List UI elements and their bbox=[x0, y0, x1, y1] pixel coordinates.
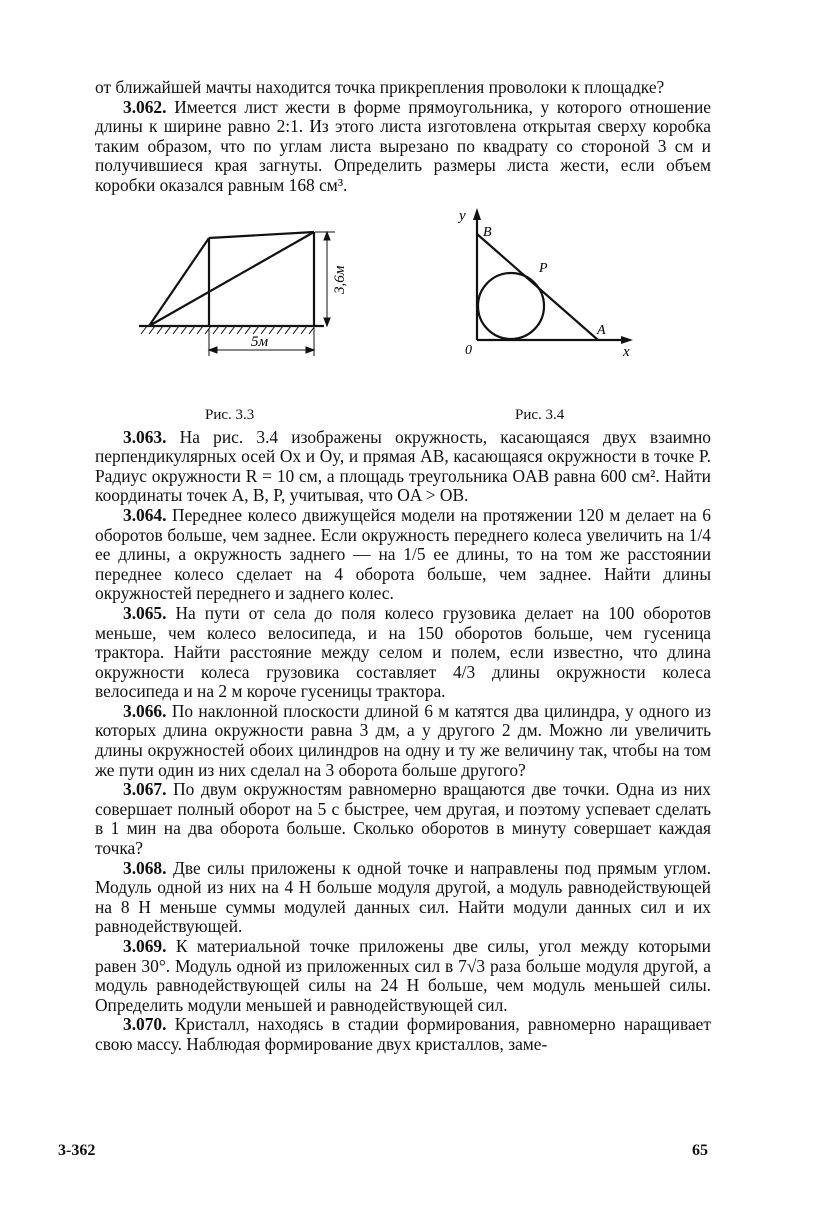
width-label: 5м bbox=[251, 333, 269, 350]
problem-number: 3.067. bbox=[123, 779, 167, 800]
caption-fig-3-4: Рис. 3.4 bbox=[515, 406, 565, 423]
problem-3-065 bbox=[95, 604, 711, 702]
problem-text: По двум окружностям равномерно вращаются две точки. Одна из них совершает полный оборот на 5 с быстрее, чем другая, и поэтому успевает сделать в 1 мин на два оборота больше. Сколько оборотов в минуту совершает каждая точка? bbox=[95, 779, 712, 859]
height-label: 3,6м bbox=[332, 265, 348, 294]
problem-number: 3.066. bbox=[123, 700, 167, 721]
problem-3-070 bbox=[95, 1015, 711, 1054]
label-p: P bbox=[539, 260, 548, 276]
page-body bbox=[95, 78, 711, 1055]
problem-3-067 bbox=[95, 780, 711, 858]
problem-text: На рис. 3.4 изображены окружность, касающаяся двух взаимно перпендикулярных осей Ox и Oy, и прямая AB, касающаяся окружности в точке P. Радиус окружности R = 10 см, а площадь треугольника OAB равна 600 см². Найти координаты точек A, B, P, учитывая, что OA > OB. bbox=[95, 426, 711, 506]
intro-paragraph: от ближайшей мачты находится точка прикрепления проволоки к площадке? bbox=[95, 77, 665, 97]
problem-number: 3.064. bbox=[123, 504, 167, 525]
problem-text: По наклонной плоскости длиной 6 м катятся два цилиндра, у одного из которых длина окружности равна 3 дм, а у другого 2 дм. Можно ли увеличить длины окружностей обоих цилиндров на одну и ту же величину так, чтобы на том же пути один из них сделал на 3 оборота больше другого? bbox=[95, 700, 711, 780]
figures-row bbox=[95, 206, 711, 406]
problem-3-062 bbox=[95, 98, 711, 196]
problem-text: Две силы приложены к одной точке и направлены под прямым углом. Модуль одной из них на 4 Н больше модуля другой, а модуль равнодействующей на 8 Н меньше суммы модулей данных сил. Найти модули данных сил и их равнодействующей. bbox=[95, 857, 711, 937]
label-a: A bbox=[597, 322, 606, 338]
label-y: y bbox=[459, 207, 466, 224]
problem-text: На пути от села до поля колесо грузовика делает на 100 оборотов меньше, чем колесо велосипеда, и на 150 оборотов больше, чем гусеница трактора. Найти расстояние между селом и полем, если известно, что длина окружности колеса грузовика составляет 4/3 длины окружности колеса велосипеда и на 2 м короче гусеницы трактора. bbox=[95, 602, 711, 702]
figure-3-4 bbox=[455, 206, 655, 406]
caption-fig-3-3: Рис. 3.3 bbox=[205, 406, 255, 423]
label-b: B bbox=[483, 224, 492, 240]
figure-3-3 bbox=[139, 206, 399, 406]
signature-mark: 3-362 bbox=[58, 1142, 96, 1159]
label-x: x bbox=[623, 343, 630, 360]
problem-number: 3.068. bbox=[123, 857, 167, 878]
problem-3-063 bbox=[95, 428, 711, 506]
problem-number: 3.062. bbox=[123, 96, 167, 117]
problem-text: К материальной точке приложены две силы, угол между которыми равен 30°. Модуль одной из приложенных сил в 7√3 раза больше модуля другой, а модуль равнодействующей силы на 24 Н больше, чем модуль меньшей силы. Определить модули меньшей и равнодействующей сил. bbox=[95, 936, 711, 1015]
problem-number: 3.065. bbox=[123, 602, 167, 623]
problem-number: 3.063. bbox=[123, 426, 167, 447]
problem-text: Кристалл, находясь в стадии формирования, равномерно наращивает свою массу. Наблюдая формирование двух кристаллов, заме- bbox=[95, 1014, 711, 1054]
figure-captions bbox=[95, 406, 711, 428]
problem-3-068 bbox=[95, 859, 711, 937]
problem-number: 3.069. bbox=[123, 936, 167, 956]
problem-number: 3.070. bbox=[123, 1014, 167, 1035]
page-footer bbox=[58, 1142, 708, 1164]
problem-text: Переднее колесо движущейся модели на протяжении 120 м делает на 6 оборотов больше, чем заднее. Если окружность переднего колеса увеличить на 1/4 ее длины, а окружность заднего — на 1/5 ее длины, то на том же расстоянии переднее колесо сделает на 4 оборота больше, чем заднее. Найти длины окружностей переднего и заднего колес. bbox=[95, 504, 711, 604]
problem-3-069 bbox=[95, 937, 711, 1015]
page-number: 65 bbox=[692, 1142, 708, 1159]
problem-text: Имеется лист жести в форме прямоугольника, у которого отношение длины к ширине равно 2:1. Из этого листа изготовлена открытая сверху коробка таким образом, что по углам листа вырезано по квадрату со стороной 3 см и получившиеся края загнуты. Определить размеры листа жести, если объем коробки оказался равным 168 см³. bbox=[95, 96, 711, 195]
label-o: 0 bbox=[465, 342, 472, 358]
problem-3-064 bbox=[95, 506, 711, 604]
problem-3-066 bbox=[95, 702, 711, 780]
